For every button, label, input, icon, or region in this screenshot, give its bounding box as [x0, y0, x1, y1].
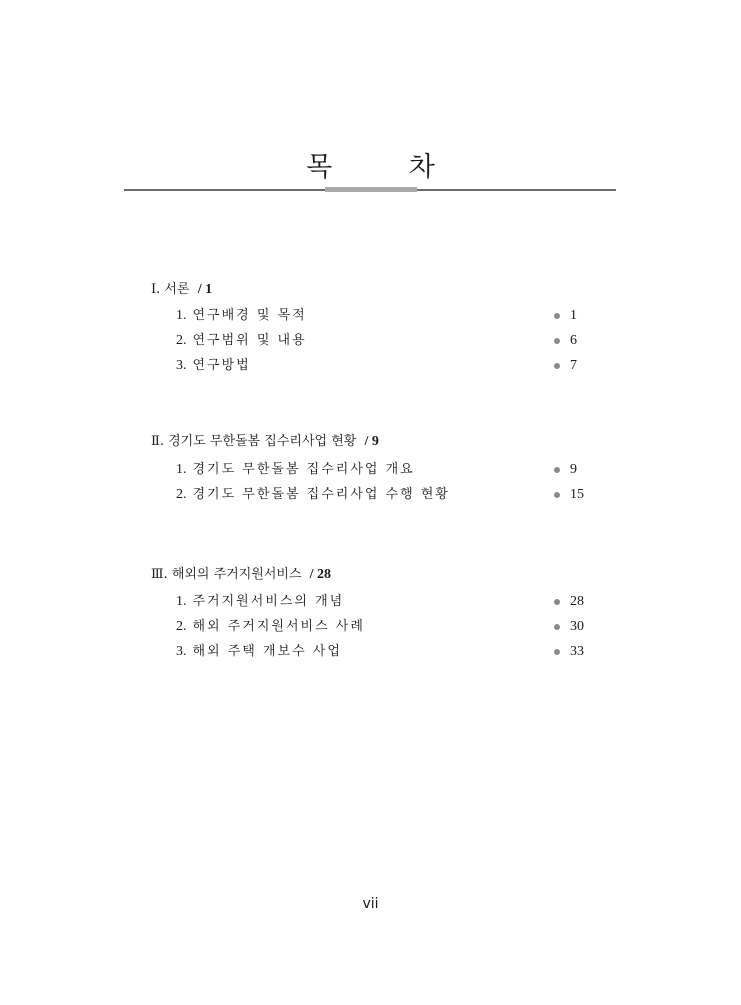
toc-entry[interactable]	[176, 356, 596, 376]
entry-label: 연구배경 및 목적	[192, 308, 307, 323]
entry-label: 연구방법	[192, 358, 251, 373]
entry-number: 1.	[176, 594, 187, 609]
section-numeral: Ⅲ.	[151, 567, 168, 582]
toc-section-heading[interactable]	[151, 280, 212, 300]
entry-number: 3.	[176, 358, 187, 373]
page-number-footer: vii	[362, 896, 379, 912]
entry-label: 해외 주거지원서비스 사례	[192, 619, 365, 634]
entry-label: 주거지원서비스의 개념	[192, 594, 345, 609]
entry-page: 7	[570, 358, 577, 373]
toc-entry[interactable]	[176, 306, 596, 326]
section-page-ref: / 9	[364, 434, 379, 449]
bullet-icon	[554, 599, 560, 605]
entry-number: 2.	[176, 619, 187, 634]
entry-number: 3.	[176, 644, 187, 659]
page-title: 목 차	[306, 152, 469, 183]
entry-page: 1	[570, 308, 577, 323]
entry-label: 경기도 무한돌봄 집수리사업 수행 현황	[192, 487, 450, 502]
section-page-ref: / 1	[197, 282, 213, 297]
toc-entry[interactable]	[176, 592, 596, 612]
bullet-icon	[554, 313, 560, 319]
entry-number: 2.	[176, 487, 187, 502]
entry-page: 15	[570, 487, 584, 502]
bullet-icon	[554, 649, 560, 655]
toc-entry[interactable]	[176, 642, 596, 662]
toc-entry[interactable]	[176, 485, 596, 505]
toc-entry[interactable]	[176, 617, 596, 637]
entry-label: 해외 주택 개보수 사업	[192, 644, 342, 659]
toc-entry[interactable]	[176, 331, 596, 351]
section-title: 해외의 주거지원서비스	[171, 567, 302, 582]
bullet-icon	[554, 338, 560, 344]
entry-page: 33	[570, 644, 584, 659]
entry-page: 9	[570, 462, 577, 477]
title-divider-accent	[325, 187, 417, 192]
bullet-icon	[554, 467, 560, 473]
entry-number: 1.	[176, 462, 187, 477]
section-title: 경기도 무한돌봄 집수리사업 현황	[168, 434, 357, 449]
bullet-icon	[554, 624, 560, 630]
entry-number: 2.	[176, 333, 187, 348]
entry-page: 30	[570, 619, 584, 634]
section-page-ref: / 28	[309, 567, 332, 582]
section-numeral: Ⅰ.	[151, 282, 161, 297]
entry-page: 6	[570, 333, 577, 348]
section-title: 서론	[164, 282, 190, 297]
toc-entry[interactable]	[176, 460, 596, 480]
entry-page: 28	[570, 594, 584, 609]
section-numeral: Ⅱ.	[151, 434, 164, 449]
toc-section-heading[interactable]	[151, 432, 379, 452]
bullet-icon	[554, 492, 560, 498]
toc-section-heading[interactable]	[151, 565, 331, 585]
entry-label: 경기도 무한돌봄 집수리사업 개요	[192, 462, 415, 477]
bullet-icon	[554, 363, 560, 369]
entry-label: 연구범위 및 내용	[192, 333, 307, 348]
entry-number: 1.	[176, 308, 187, 323]
